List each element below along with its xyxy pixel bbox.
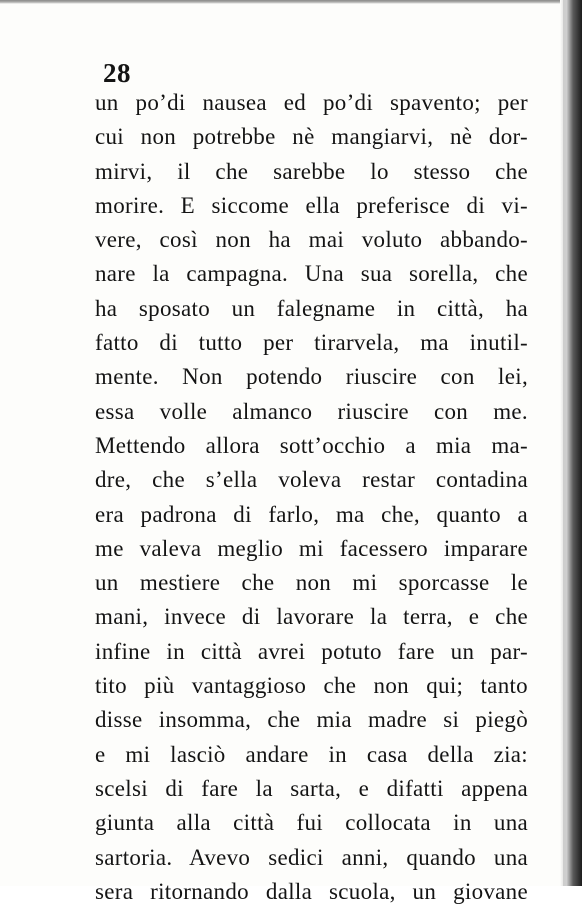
text-line: infine in città avrei potuto fare un par- (95, 638, 528, 664)
body-text (95, 86, 528, 909)
text-line: mirvi, il che sarebbe lo stesso che (95, 158, 528, 184)
scan-edge-right (560, 0, 582, 886)
text-line: me valeva meglio mi facessero imparare (95, 535, 528, 561)
text-line: giunta alla città fui collocata in una (95, 810, 528, 836)
text-line: nare la campagna. Una sua sorella, che (95, 261, 528, 287)
text-line: ha sposato un falegname in città, ha (95, 295, 528, 321)
text-line: mani, invece di lavorare la terra, e che (95, 604, 528, 630)
text-line: sera ritornando dalla scuola, un giovane (95, 878, 528, 904)
text-line: fatto di tutto per tirarvela, ma inutil- (95, 330, 528, 356)
text-line: cui non potrebbe nè mangiarvi, nè dor- (95, 124, 528, 150)
text-line: scelsi di fare la sarta, e difatti appena (95, 775, 528, 801)
text-line: era padrona di farlo, ma che, quanto a (95, 501, 528, 527)
text-line: essa volle almanco riuscire con me. (95, 398, 528, 424)
scan-edge-top (0, 0, 560, 4)
text-line: disse insomma, che mia madre si piegò (95, 707, 528, 733)
text-line: morire. E siccome ella preferisce di vi- (95, 192, 528, 218)
text-line: vere, così non ha mai voluto abbando- (95, 227, 528, 253)
page-number: 28 (103, 58, 131, 88)
text-line: e mi lasciò andare in casa della zia: (95, 741, 528, 767)
text-line: sartoria. Avevo sedici anni, quando una (95, 844, 528, 870)
text-line: un po’di nausea ed po’di spavento; per (95, 90, 528, 115)
text-line: dre, che s’ella voleva restar contadina (95, 467, 528, 493)
text-line: tito più vantaggioso che non qui; tanto (95, 673, 528, 699)
text-line: Mettendo allora sott’occhio a mia ma- (95, 432, 528, 458)
text-line: un mestiere che non mi sporcasse le (95, 570, 528, 596)
text-line: mente. Non potendo riuscire con lei, (95, 364, 528, 390)
